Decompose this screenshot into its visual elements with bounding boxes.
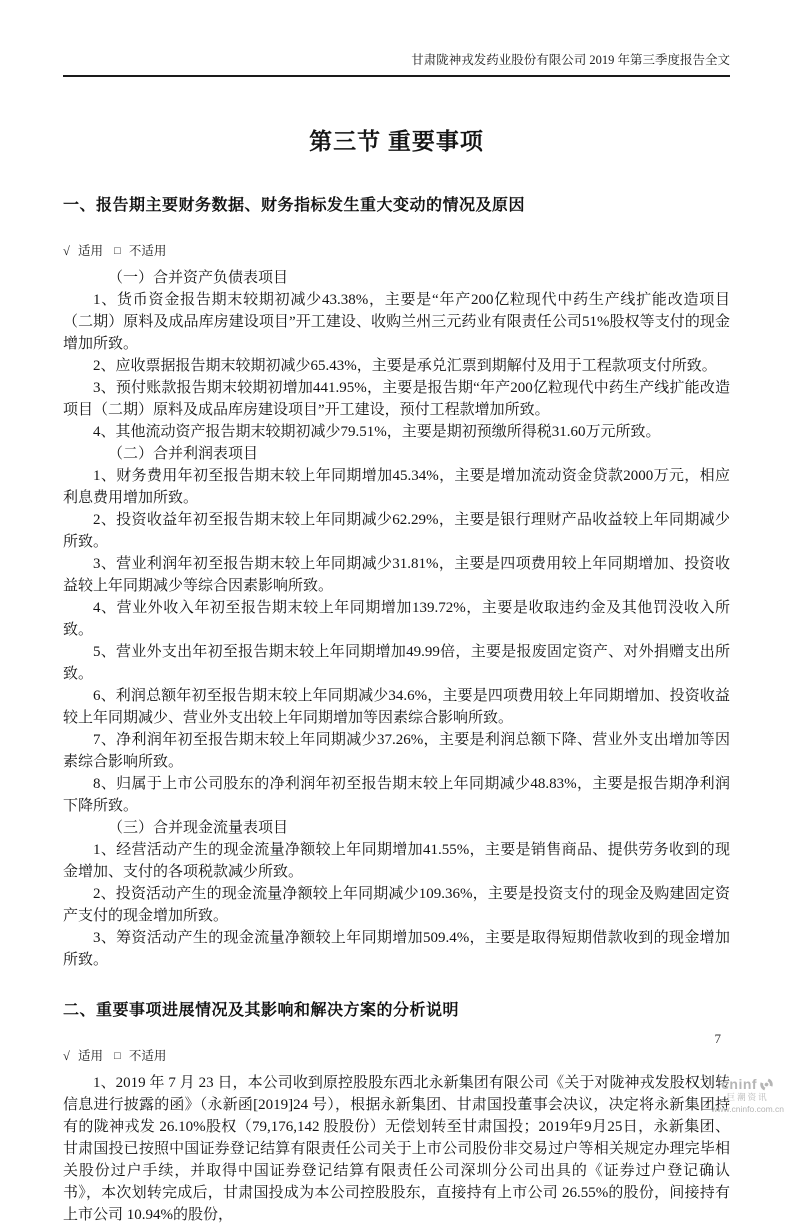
applicable-label: 适用 [78, 1049, 104, 1063]
header-text: 甘肃陇神戎发药业股份有限公司 2019 年第三季度报告全文 [411, 53, 730, 67]
section-two-heading: 二、重要事项进展情况及其影响和解决方案的分析说明 [63, 1002, 460, 1019]
report-paragraph: 1、2019 年 7 月 23 日，本公司收到原控股股东西北永新集团有限公司《关于对陇神戎发股权划转信息进行披露的函》（永新函[2019]24 号），根据永新集团、甘肃国投董事会决议，决定将永新集团持有的陇神戎发 26.10%股权（79,176,142 股股份）无偿划转至甘肃国投；2019年9月25日，永新集团、甘肃国投已按照中国证券登记结算有限责任公司关于上市公司股份非交易过户等相关规定办理完毕相关股份过户手续，并取得中国证券登记结算有限责任公司深圳分公司出具的《证券过户登记确认书》，本次划转完成后，甘肃国投成为本公司控股股东，直接持有上市公司 26.55%的股份，间接持有上市公司 10.94%的股份， [63, 1075, 730, 1223]
report-paragraph: 3、筹资活动产生的现金流量净额较上年同期增加509.4%，主要是取得短期借款收到的现金增加所致。 [63, 930, 730, 968]
section-one-heading: 一、报告期主要财务数据、财务指标发生重大变动的情况及原因 [63, 197, 526, 214]
cninfo-swirl-icon [759, 1077, 774, 1092]
page-title: 第三节 重要事项 [309, 129, 484, 154]
report-paragraph: 2、投资活动产生的现金流量净额较上年同期减少109.36%，主要是投资支付的现金及购建固定资产支付的现金增加所致。 [63, 886, 730, 924]
subsection-heading: （二）合并利润表项目 [108, 446, 259, 462]
applicability-line [63, 241, 730, 259]
section-financial-changes [63, 192, 730, 971]
section-one-body [63, 267, 730, 971]
check-mark-icon: √ [63, 244, 70, 258]
cninfo-brand-row [721, 1076, 774, 1092]
applicable-label: 适用 [78, 244, 104, 258]
cninfo-brand-text: cninf [721, 1076, 758, 1092]
report-paragraph: 1、经营活动产生的现金流量净额较上年同期增加41.55%，主要是销售商品、提供劳务收到的现金增加、支付的各项税款减少所致。 [63, 842, 730, 880]
page-number: 7 [714, 1031, 721, 1046]
report-paragraph: 3、营业利润年初至报告期末较上年同期减少31.81%，主要是四项费用较上年同期增加、投资收益较上年同期减少等综合因素影响所致。 [63, 556, 730, 594]
cninfo-url: www.cninfo.com.cn [711, 1103, 784, 1114]
subsection-heading: （三）合并现金流量表项目 [108, 820, 289, 836]
checkbox-empty-icon: □ [114, 245, 121, 257]
section-important-matters [63, 997, 730, 1226]
check-mark-icon: √ [63, 1049, 70, 1063]
checkbox-empty-icon: □ [114, 1050, 121, 1062]
report-paragraph: 3、预付账款报告期末较期初增加441.95%，主要是报告期“年产200亿粒现代中药生产线扩能改造项目（二期）原料及成品库房建设项目”开工建设，预付工程款增加所致。 [63, 380, 730, 418]
cninfo-logo [711, 1076, 784, 1115]
report-paragraph: 6、利润总额年初至报告期末较上年同期减少34.6%，主要是四项费用较上年同期增加、投资收益较上年同期减少、营业外支出较上年同期增加等因素综合影响所致。 [63, 688, 730, 726]
section-two-body [63, 1072, 730, 1226]
not-applicable-label: 不适用 [128, 244, 167, 258]
report-paragraph: 2、投资收益年初至报告期末较上年同期减少62.29%，主要是银行理财产品收益较上年同期减少所致。 [63, 512, 730, 550]
report-paragraph: 1、货币资金报告期末较期初减少43.38%，主要是“年产200亿粒现代中药生产线扩能改造项目（二期）原料及成品库房建设项目”开工建设、收购兰州三元药业有限责任公司51%股权等支付的现金增加所致。 [63, 292, 730, 352]
report-paragraph: 5、营业外支出年初至报告期末较上年同期增加49.99倍，主要是报废固定资产、对外捐赠支出所致。 [63, 644, 730, 682]
cninfo-brand-cn: 巨潮资讯 [726, 1092, 769, 1103]
applicability-line [63, 1046, 730, 1064]
report-paragraph: 1、财务费用年初至报告期末较上年同期增加45.34%，主要是增加流动资金贷款2000万元，相应利息费用增加所致。 [63, 468, 730, 506]
report-paragraph: 8、归属于上市公司股东的净利润年初至报告期末较上年同期减少48.83%，主要是报告期净利润下降所致。 [63, 776, 730, 814]
subsection-heading: （一）合并资产负债表项目 [108, 270, 289, 286]
report-paragraph: 4、其他流动资产报告期末较期初减少79.51%，主要是期初预缴所得税31.60万元所致。 [93, 424, 661, 440]
page-header [63, 52, 730, 77]
not-applicable-label: 不适用 [128, 1049, 167, 1063]
report-paragraph: 2、应收票据报告期末较期初减少65.43%，主要是承兑汇票到期解付及用于工程款项支付所致。 [93, 358, 717, 374]
report-paragraph: 4、营业外收入年初至报告期末较上年同期增加139.72%，主要是收取违约金及其他罚没收入所致。 [63, 600, 730, 638]
report-paragraph: 7、净利润年初至报告期末较上年同期减少37.26%，主要是利润总额下降、营业外支出增加等因素综合影响所致。 [63, 732, 730, 770]
